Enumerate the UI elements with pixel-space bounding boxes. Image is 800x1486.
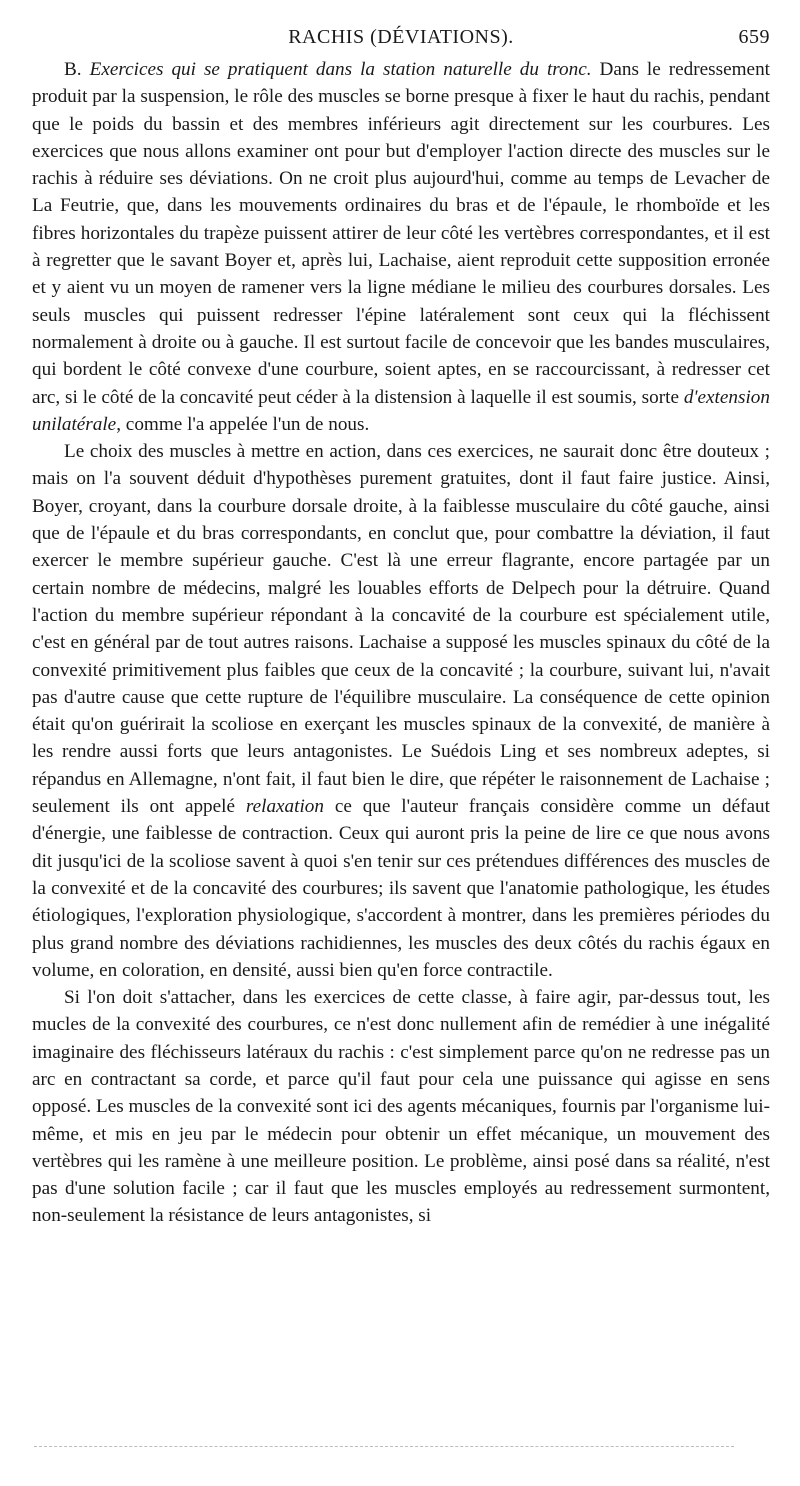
page-number: 659: [738, 26, 770, 48]
running-title: RACHIS (DÉVIATIONS).: [288, 26, 514, 48]
paragraph-2-tail: ce que l'auteur français considère comme un défaut d'énergie, une faiblesse de contraction. Ceux qui auront pris la peine de lire ce que nous avons dit jusqu'ici de la scoliose savent à quoi s'en tenir sur ces prétendues différences des muscles de la convexité et de la concavité des courbures; ils savent que l'anatomie pathologique, les études étiologiques, l'exploration physiologique, s'accordent à montrer, dans les premières périodes du plus grand nombre des déviations rachidiennes, les muscles des deux côtés du rachis égaux en volume, en coloration, en densité, aussi bien qu'en force contractile.: [32, 796, 770, 981]
italic-term: d'extension unilatérale: [32, 386, 770, 435]
section-label: B.: [64, 59, 82, 80]
paragraph-2: [32, 438, 770, 984]
paragraph-2-text: Le choix des muscles à mettre en action, dans ces exercices, ne saurait donc être douteux ; mais on l'a souvent déduit d'hypothèses purement gratuites, dont il faut faire justice. Ainsi, Boyer, croyant, dans la courbure dorsale droite, à la faiblesse musculaire du côté gauche, ainsi que de l'épaule et du bras correspondants, en conclut que, pour combattre la déviation, il faut exercer le membre supérieur gauche. C'est là une erreur flagrante, encore partagée par un certain nombre de médecins, malgré les louables efforts de Delpech pour la détruire. Quand l'action du membre supérieur répondant à la concavité de la courbure est spécialement utile, c'est en général par de tout autres raisons. Lachaise a supposé les muscles spinaux du côté de la convexité primitivement plus faibles que ceux de la concavité ; la courbure, suivant lui, n'avait pas d'autre cause que cette rupture de l'équilibre musculaire. La conséquence de cette opinion était qu'on guérirait la scoliose en exerçant les muscles spinaux de la convexité, de manière à les rendre aussi forts que leurs antagonistes. Le Suédois Ling et ses nombreux adeptes, si répandus en Allemagne, n'ont fait, il faut bien le dire, que répéter le raisonnement de Lachaise ; seulement ils ont appelé: [32, 441, 770, 818]
italic-term: relaxation: [245, 796, 324, 818]
paragraph-1-tail: , comme l'a appelée l'un de nous.: [116, 413, 370, 435]
section-heading: Exercices qui se pratiquent dans la station naturelle du tronc.: [89, 59, 592, 80]
paragraph-1: [32, 56, 770, 438]
footer-rule: [34, 1446, 734, 1447]
paragraph-3: [32, 984, 770, 1230]
page: [32, 26, 770, 1230]
paragraph-3-text: Si l'on doit s'attacher, dans les exercices de cette classe, à faire agir, par-dessus tout, les mucles de la convexité des courbures, ce n'est donc nullement afin de remédier à une inégalité imaginaire des fléchisseurs latéraux du rachis : c'est simplement parce qu'on ne redresse pas un arc en contractant sa corde, et parce qu'il faut pour cela une puissance qui agisse en sens opposé. Les muscles de la convexité sont ici des agents mécaniques, fournis par l'organisme lui-même, et mis en jeu par le médecin pour obtenir un effet mécanique, un mouvement des vertèbres qui les ramène à une meilleure position. Le problème, ainsi posé dans sa réalité, n'est pas d'une solution facile ; car il faut que les muscles employés au redressement surmontent, non-seulement la résistance de leurs antagonistes, si: [32, 987, 770, 1227]
paragraph-1-text: Dans le redressement produit par la suspension, le rôle des muscles se borne presque à fixer le haut du rachis, pendant que le poids du bassin et des membres inférieurs agit directement sur les courbures. Les exercices que nous allons examiner ont pour but d'employer l'action directe des muscles sur le rachis à réduire ses déviations. On ne croit plus aujourd'hui, comme au temps de Levacher de La Feutrie, que, dans les mouvements ordinaires du bras et de l'épaule, le rhomboïde et les fibres horizontales du trapèze puissent attirer de leur côté les vertèbres correspondantes, et il est à regretter que le savant Boyer et, après lui, Lachaise, aient reproduit cette supposition erronée et y aient vu un moyen de ramener vers la ligne médiane le milieu des courbures dorsales. Les seuls muscles qui puissent redresser l'épine latéralement sont ceux qui la fléchissent normalement à droite ou à gauche. Il est surtout facile de concevoir que les bandes musculaires, qui bordent le côté convexe d'une courbure, soient aptes, en se raccourcissant, à redresser cet arc, si le côté de la concavité peut céder à la distension à laquelle il est soumis, sorte: [32, 59, 770, 408]
running-header: [32, 26, 770, 56]
